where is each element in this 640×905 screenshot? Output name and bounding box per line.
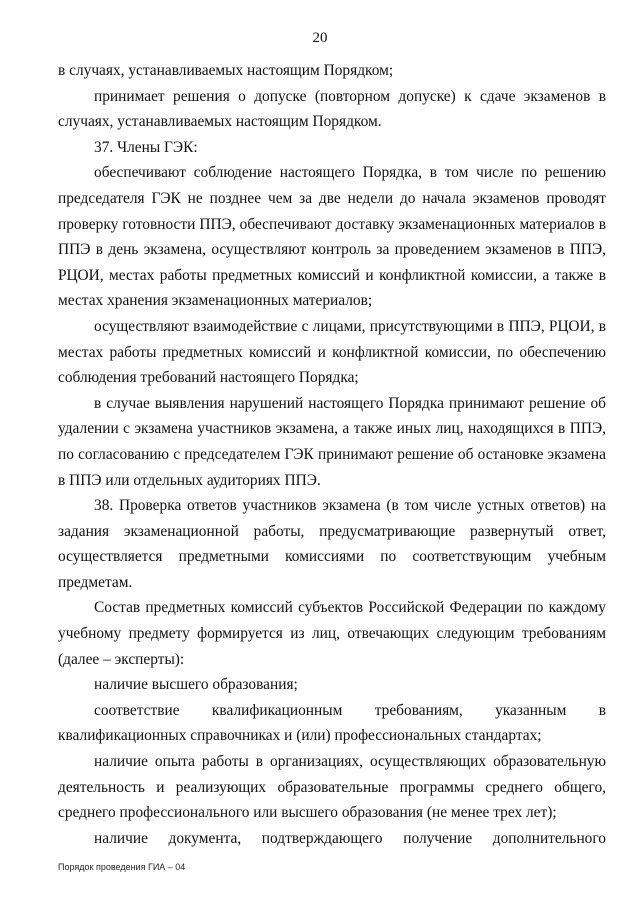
paragraph-3-heading-37: 37. Члены ГЭК: bbox=[94, 138, 198, 156]
paragraph-4: обеспечивают соблюдение настоящего Порядка, в том числе по решению председателя ГЭК не позднее чем за две недели до начала экзаменов проводят проверку готовности ППЭ, обеспечивают доставку экзаменационных материалов в ППЭ в день экзамена, осуществляют контроль за проведением экзаменов в ППЭ, РЦОИ, местах работы предметных комиссий и конфликтной комиссии, а также в местах хранения экзаменационных материалов; bbox=[58, 164, 606, 310]
paragraph-1: в случаях, устанавливаемых настоящим Порядком; bbox=[58, 62, 394, 79]
page-number: 20 bbox=[312, 30, 328, 46]
paragraph-9: наличие высшего образования; bbox=[94, 676, 298, 694]
document-body bbox=[58, 58, 606, 851]
paragraph-12: наличие документа, подтверждающего получение дополнительного bbox=[94, 829, 606, 847]
paragraph-8: Состав предметных комиссий субъектов Российской Федерации по каждому учебному предмету формируется из лиц, отвечающих следующим требованиям (далее – эксперты): bbox=[58, 599, 606, 668]
paragraph-10: соответствие квалификационным требованиям, указанным в квалификационных справочниках и (или) профессиональных стандартах; bbox=[58, 701, 606, 745]
paragraph-2: принимает решения о допуске (повторном допуске) к сдаче экзаменов в случаях, устанавливаемых настоящим Порядком. bbox=[58, 87, 606, 131]
paragraph-7-item-38: 38. Проверка ответов участников экзамена (в том числе устных ответов) на задания экзаменационной работы, предусматривающие развернутый ответ, осуществляется предметными комиссиями по соответствующим учебным предметам. bbox=[58, 497, 606, 591]
footer-note: Порядок проведения ГИА – 04 bbox=[58, 862, 186, 872]
paragraph-5: осуществляют взаимодействие с лицами, присутствующими в ППЭ, РЦОИ, в местах работы предметных комиссий и конфликтной комиссии, по обеспечению соблюдения требований настоящего Порядка; bbox=[58, 317, 606, 387]
paragraph-6: в случае выявления нарушений настоящего Порядка принимают решение об удалении с экзамена участников экзамена, а также иных лиц, находящихся в ППЭ, по согласованию с председателем ГЭК принимают решение об остановке экзамена в ППЭ или отдельных аудиториях ППЭ. bbox=[58, 394, 606, 489]
paragraph-11: наличие опыта работы в организациях, осуществляющих образовательную деятельность и реализующих образовательные программы среднего общего, среднего профессионального или высшего образования (не менее трех лет); bbox=[58, 753, 606, 822]
